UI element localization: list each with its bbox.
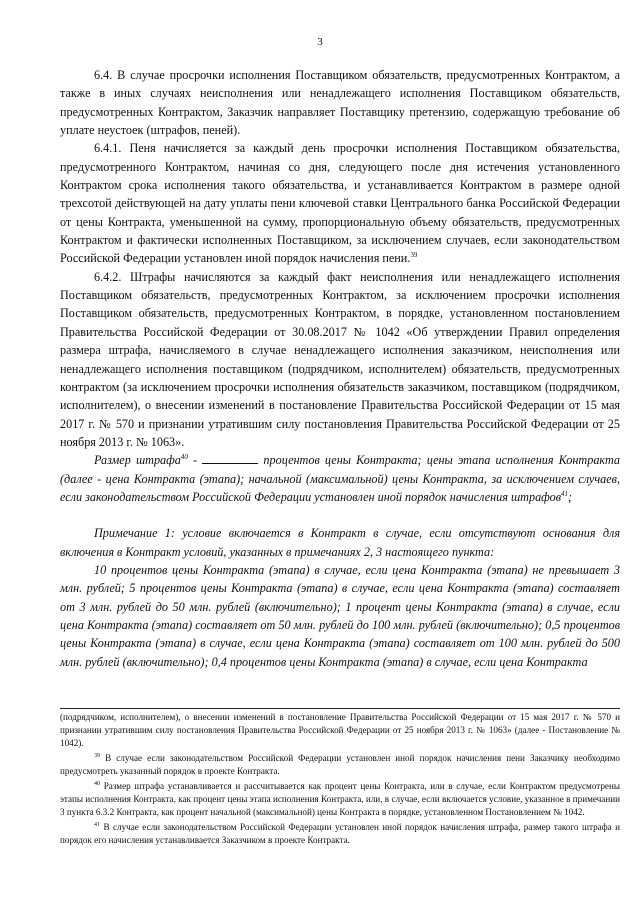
paragraph-6-4: 6.4. В случае просрочки исполнения Поставщиком обязательств, предусмотренных Контрактом, а также в иных случаях неисполнения или ненадлежащего исполнения Поставщиком обязательств, предусмотренных Контрактом, Заказчик направляет Поставщику претензию, содержащую требование об уплате неустоек (штрафов, пеней).: [60, 68, 620, 138]
paragraph-6-4-2: 6.4.2. Штрафы начисляются за каждый факт неисполнения или ненадлежащего исполнения Поставщиком обязательств, предусмотренных Контрактом, за исключением просрочки исполнения Поставщиком обязательств, предусмотренных Контрактом, в порядке, установленном постановлением Правительства Российской Федерации от 30.08.2017 № 1042 «Об утверждении Правил определения размера штрафа, начисляемого в случае ненадлежащего исполнения заказчиком, неисполнения или ненадлежащего исполнения поставщиком (подрядчиком, исполнителем) обязательств, предусмотренных контрактом (за исключением просрочки исполнения обязательств заказчиком, поставщиком (подрядчиком, исполнителем), о внесении изменений в постановление Правительства Российской Федерации от 15 мая 2017 г. № 570 и признании утратившим силу постановления Правительства Российской Федерации от 25 ноября 2013 г. № 1063».: [60, 269, 620, 449]
footnote-40: [60, 780, 620, 819]
footnote-39-text: В случае если законодательством Российской Федерации установлен иной порядок начисления пени Заказчику необходимо предусмотреть указанный порядок в проекте Контракта.: [60, 752, 620, 776]
footnote-41-number: 41: [94, 821, 100, 828]
note-1: Примечание 1: условие включается в Контракт в случае, если отсутствуют основания для включения в Контракт условий, указанных в примечаниях 2, 3 настоящего пункта:: [60, 526, 620, 559]
fine-size-dash: -: [187, 453, 203, 468]
footnote-41: [60, 821, 620, 847]
footnote-continuation: (подрядчиком, исполнителем), о внесении изменений в постановление Правительства Российской Федерации от 15 мая 2017 г. № 570 и признании утратившим силу постановления Правительства Российской Федерации от 25 ноября 2013 г. № 1063» (далее - Постановление № 1042).: [60, 712, 620, 748]
note-1-detail: 10 процентов цены Контракта (этапа) в случае, если цена Контракта (этапа) не превышает 3 млн. рублей; 5 процентов цены Контракта (этапа) в случае, если цена Контракта (этапа) составляет от 3 млн. рублей до 50 млн. рублей (включительно); 1 процент цены Контракта (этапа) в случае, если цена Контракта (этапа) составляет от 50 млн. рублей до 100 млн. рублей (включительно); 0,5 процентов цены Контракта (этапа) в случае, если цена Контракта (этапа) составляет от 100 млн. рублей до 500 млн. рублей (включительно); 0,4 процентов цены Контракта (этапа) в случае, если цена Контракта: [60, 562, 620, 669]
footnote-separator: [60, 708, 620, 709]
footnotes: [60, 711, 620, 849]
footnote-41-text: В случае если законодательством Российской Федерации установлен иной порядок начисления штрафа, размер такого штрафа и порядок его начисления устанавливается Заказчиком в проекте Контракта.: [60, 821, 620, 845]
footnote-39-number: 39: [94, 752, 100, 759]
footnote-40-number: 40: [94, 780, 100, 787]
footnote-39: [60, 752, 620, 778]
footnote-ref-39: 39: [410, 251, 418, 260]
fine-size-label: Размер штрафа: [94, 453, 181, 468]
fine-size-clause: [60, 451, 620, 506]
paragraph-6-4-1: [60, 139, 620, 267]
footnote-ref-40: 40: [180, 453, 188, 462]
fine-percent-blank: [202, 452, 258, 464]
fine-size-end: ;: [568, 489, 573, 504]
footnote-40-text: Размер штрафа устанавливается и рассчитывается как процент цены Контракта, или в случае, если Контрактом предусмотрены этапы исполнения Контракта, как процент цены этапа исполнения Контракта, или, в случае, если включается условие, указанное в примечании 3 пункта 6.3.2 Контракта, как процент начальной (максимальной) цены Контракта в порядке, установленном Постановлением № 1042.: [60, 780, 620, 817]
document-body: [60, 66, 620, 671]
footnote-ref-41: 41: [561, 489, 569, 498]
page-number: 3: [317, 36, 323, 48]
fine-size-text: процентов цены Контракта; цены этапа исполнения Контракта (далее - цена Контракта (этапа); начальной (максимальной) цены Контракта, за исключением случаев, если законодательством Российской Федерации установлен иной порядок начисления штрафов: [60, 453, 620, 504]
paragraph-6-4-1-text: 6.4.1. Пеня начисляется за каждый день просрочки исполнения Поставщиком обязательства, предусмотренного Контрактом, начиная со дня, следующего после дня истечения установленного Контрактом срока исполнения такого обязательства, и устанавливается Контрактом в размере одной трехсотой действующей на дату уплаты пени ключевой ставки Центрального банка Российской Федерации от цены Контракта, уменьшенной на сумму, пропорциональную объему обязательств, предусмотренных Контрактом и фактически исполненных Поставщиком, за исключением случаев, если законодательством Российской Федерации установлен иной порядок начисления пени.: [60, 141, 620, 266]
